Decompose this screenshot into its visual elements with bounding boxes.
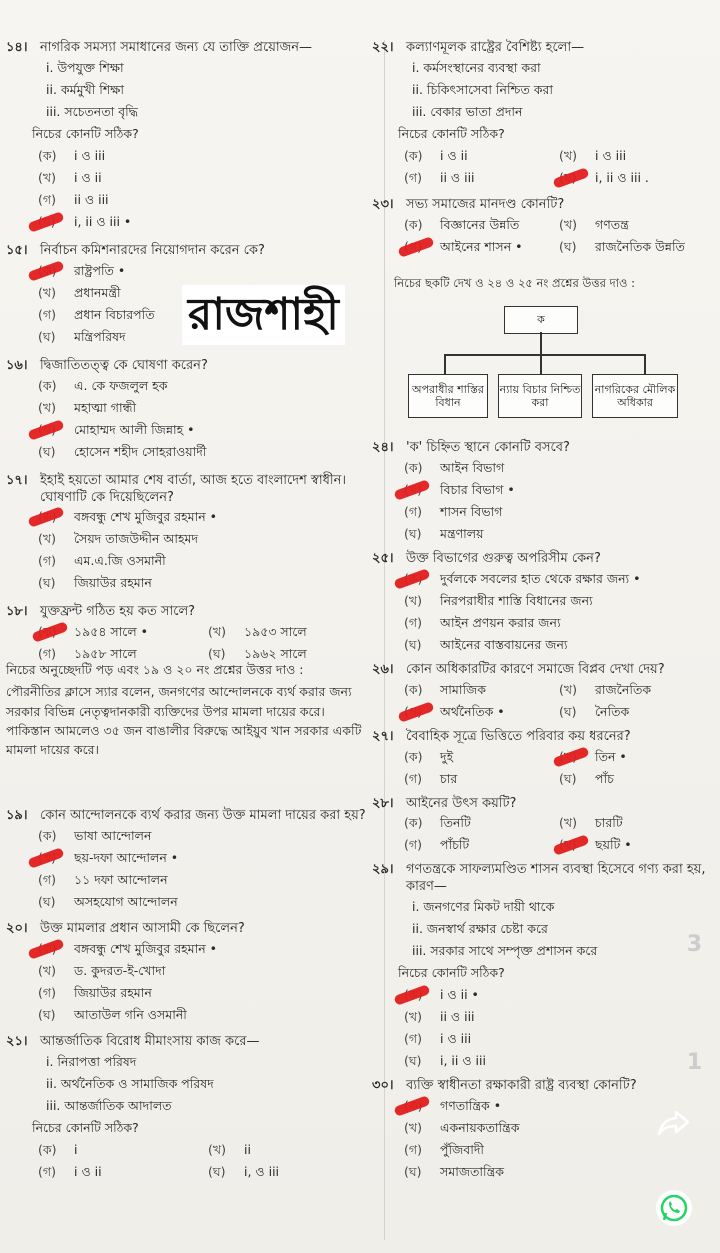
- question-title: [372, 551, 714, 568]
- overlay-number: 1: [686, 1050, 702, 1075]
- option-text: i ও iii: [74, 147, 106, 163]
- statement-item: i. নিরাপত্তা পরিষদ: [46, 1053, 137, 1069]
- whatsapp-icon[interactable]: [656, 1190, 692, 1226]
- answer-option[interactable]: [38, 621, 208, 643]
- question-number: ২৮।: [372, 795, 394, 811]
- option-text: মহাত্মা গান্ধী: [74, 399, 137, 415]
- answer-option[interactable]: [208, 1161, 378, 1183]
- option-text: i, ii ও iii .: [595, 169, 649, 185]
- answer-option[interactable]: [6, 145, 378, 167]
- question-title: [372, 197, 714, 214]
- question: [372, 440, 714, 545]
- option-text: ভাষা আন্দোলন: [74, 827, 152, 843]
- option-label: (ক): [404, 748, 423, 764]
- question-number: ১৬।: [6, 357, 28, 373]
- passage-text: পৌরনীতির ক্লাসে স্যার বলেন, জনগণের আন্দোলনকে ব্যর্থ করার জন্য সরকার বিভিন্ন নেতৃত্বদানকারী ব্যক্তিদের উপর মামলা দায়ের করে। পাকিস্তান আমলেও ৩৫ জন বাঙালীর বিরুদ্ধে আইয়ুব খান সরকার একটি মামলা দায়ের করে।: [6, 684, 362, 758]
- statement-item: ii. কর্মমুখী শিক্ষা: [46, 81, 125, 97]
- option-text: মন্ত্রণালয়: [440, 525, 484, 541]
- option-label: (খ): [38, 962, 56, 978]
- option-text: ii: [244, 1141, 251, 1157]
- options-grid: [372, 145, 714, 189]
- answer-option[interactable]: [6, 960, 378, 982]
- question-text: কোন অধিকারটির কারণে সমাজে বিপ্লব দেখা দেয়?: [406, 661, 665, 677]
- option-text: ii ও iii: [440, 1009, 475, 1025]
- answer-option[interactable]: [404, 145, 559, 167]
- options-grid: [6, 1139, 378, 1183]
- option-label: (খ): [38, 284, 56, 300]
- question-title: [372, 440, 714, 457]
- option-text: পুঁজিবাদী: [440, 1142, 484, 1158]
- answer-option[interactable]: [38, 1161, 208, 1183]
- answer-option[interactable]: [372, 479, 714, 501]
- statement-item: ii. চিকিৎসাসেবা নিশ্চিত করা: [412, 81, 554, 97]
- option-text: একনায়কতান্ত্রিক: [440, 1120, 520, 1136]
- flowchart-connector: [540, 332, 542, 354]
- answer-option[interactable]: [372, 1139, 714, 1161]
- question: [372, 729, 714, 790]
- option-text: i, ii ও iii: [440, 1053, 486, 1069]
- option-text: i ও iii: [440, 1031, 472, 1047]
- option-text: দুই: [440, 748, 454, 764]
- option-text: মোহাম্মদ আলী জিন্নাহ •: [74, 421, 195, 437]
- option-label: (ক): [404, 681, 423, 697]
- option-label: (খ): [559, 216, 577, 232]
- question-number: ২৫।: [372, 550, 394, 566]
- option-text: অর্থনৈতিক •: [440, 703, 505, 719]
- question-title: [6, 243, 378, 260]
- flowchart-lead: নিচের ছকটি দেখ ও ২৪ ও ২৫ নং প্রশ্নের উত্তর দাও :: [394, 276, 635, 290]
- answer-option[interactable]: [372, 984, 714, 1006]
- answer-option[interactable]: [404, 701, 559, 723]
- option-label: (খ): [404, 1120, 422, 1136]
- option-text: ড. কুদরত-ই-খোদা: [74, 962, 166, 978]
- option-label: (ক): [404, 815, 423, 831]
- option-text: আইন প্রণয়ন করার জন্য: [440, 614, 561, 630]
- watermark-text: রাজশাহী: [182, 285, 345, 345]
- question-number: ৩০।: [372, 1078, 394, 1094]
- answer-option[interactable]: [6, 825, 378, 847]
- answer-option[interactable]: [404, 746, 559, 768]
- option-text: i, ii ও iii •: [74, 213, 132, 229]
- answer-option[interactable]: [6, 419, 378, 441]
- option-text: প্রধান বিচারপতি: [74, 306, 155, 322]
- question-number: ১৭।: [6, 472, 28, 488]
- option-label: (ক): [38, 147, 57, 163]
- question-title: [6, 1034, 378, 1051]
- option-text: জিয়াউর রহমান: [74, 984, 152, 1000]
- option-text: ছয়-দফা আন্দোলন •: [74, 849, 179, 865]
- question: [372, 796, 714, 857]
- question-number: ২২।: [372, 40, 394, 55]
- answer-option[interactable]: [208, 1139, 378, 1161]
- question-text: বৈবাহিক সূত্রে ভিত্তিতে পরিবার কয় ধরনের?: [406, 728, 631, 744]
- question-title: [372, 662, 714, 679]
- option-text: আইনের বাস্তবায়নের জন্য: [440, 636, 568, 652]
- question: [6, 1034, 378, 1183]
- option-text: i: [74, 1141, 78, 1157]
- question-title: [372, 40, 714, 57]
- answer-option[interactable]: [6, 441, 378, 463]
- question-text: যুক্তফ্রন্ট গঠিত হয় কত সালে?: [40, 604, 196, 620]
- answer-option[interactable]: [6, 1004, 378, 1026]
- question-title: [372, 862, 714, 896]
- left-questions-lower: [6, 808, 378, 1191]
- option-text: অসহযোগ আন্দোলন: [74, 893, 178, 909]
- option-label: (ঘ): [559, 238, 577, 254]
- flowchart-top-box: ক: [504, 306, 578, 334]
- question-lead: নিচের কোনটি সঠিক?: [32, 125, 139, 141]
- question: [6, 358, 378, 463]
- question-text: আইনের উৎস কয়টি?: [406, 795, 517, 811]
- option-label: (ক): [404, 147, 423, 163]
- option-text: ১৯৫৮ সালে: [74, 646, 137, 662]
- question-number: ২০।: [6, 920, 28, 936]
- option-label: (খ): [404, 1009, 422, 1025]
- options-grid: [372, 746, 714, 790]
- options-grid: [372, 214, 714, 258]
- option-label: (খ): [38, 169, 56, 185]
- question: [6, 921, 378, 1026]
- flowchart: [408, 302, 680, 430]
- question-text: নির্বাচন কমিশনারদের নিয়োগদান করেন কে?: [40, 242, 265, 258]
- flowchart-box-1: অপরাধীর শাস্তির বিধান: [408, 374, 488, 418]
- option-text: সমাজতান্ত্রিক: [440, 1164, 505, 1180]
- option-text: আতাউল গনি ওসমানী: [74, 1006, 187, 1022]
- answer-option[interactable]: [6, 550, 378, 572]
- statement-item: i. জনগণের মিকট দায়ী থাকে: [412, 899, 555, 915]
- question-text: 'ক' চিহ্নিত স্থানে কোনটি বসবে?: [406, 440, 570, 455]
- question-text: ব্যক্তি স্বাধীনতা রক্ষাকারী রাষ্ট্র ব্যবস্থা কোনটি?: [406, 1078, 637, 1094]
- option-label: (ঘ): [404, 525, 422, 541]
- option-text: i ও ii •: [440, 987, 479, 1003]
- option-label: (ক): [38, 377, 57, 393]
- option-label: (খ): [559, 147, 577, 163]
- answer-option[interactable]: [6, 397, 378, 419]
- question-lead: নিচের কোনটি সঠিক?: [32, 1119, 139, 1135]
- answer-option[interactable]: [372, 634, 714, 656]
- answer-option[interactable]: [559, 701, 714, 723]
- question-number: ২৬।: [372, 661, 394, 677]
- answer-option[interactable]: [38, 1139, 208, 1161]
- option-label: (গ): [404, 169, 422, 185]
- option-text: ছয়টি •: [595, 837, 632, 853]
- option-text: i ও ii: [440, 147, 468, 163]
- option-text: রাষ্ট্রপতি •: [74, 262, 126, 278]
- option-text: এ. কে ফজলুল হক: [74, 377, 168, 393]
- answer-option[interactable]: [559, 679, 714, 701]
- statement-item: ii. অর্থনৈতিক ও সামাজিক পরিষদ: [46, 1075, 214, 1091]
- question: [372, 662, 714, 723]
- answer-option[interactable]: [208, 621, 378, 643]
- right-questions-lower: [372, 440, 714, 1189]
- option-label: (ঘ): [38, 328, 56, 344]
- answer-option[interactable]: [6, 375, 378, 397]
- option-text: শাসন বিভাগ: [440, 503, 503, 519]
- option-label: (গ): [404, 837, 422, 853]
- option-label: (ঘ): [559, 770, 577, 786]
- statement-item: iii. সচেতনতা বৃদ্ধি: [46, 103, 138, 119]
- option-text: বিচার বিভাগ •: [440, 481, 515, 497]
- option-label: (খ): [208, 1141, 226, 1157]
- statement-item: i. উপযুক্ত শিক্ষা: [46, 59, 124, 75]
- option-text: পাঁচটি: [440, 837, 470, 853]
- option-label: (গ): [38, 646, 56, 662]
- option-label: (ঘ): [38, 893, 56, 909]
- question-number: ১৯।: [6, 808, 28, 823]
- answer-option[interactable]: [6, 167, 378, 189]
- option-label: (গ): [38, 191, 56, 207]
- answer-option[interactable]: [6, 506, 378, 528]
- option-text: রাজনৈতিক: [595, 681, 652, 697]
- option-text: সামাজিক: [440, 681, 486, 697]
- question-text: সভ্য সমাজের মানদণ্ড কোনটি?: [406, 196, 565, 212]
- answer-option[interactable]: [372, 590, 714, 612]
- option-label: (ক): [38, 827, 57, 843]
- question-title: [6, 473, 378, 507]
- option-label: (খ): [38, 399, 56, 415]
- answer-option[interactable]: [6, 260, 378, 282]
- option-text: হোসেন শহীদ সোহরাওয়ার্দী: [74, 443, 207, 459]
- option-label: (ঘ): [404, 636, 422, 652]
- option-text: মন্ত্রিপরিষদ: [74, 328, 126, 344]
- option-text: বঙ্গবন্ধু শেখ মুজিবুর রহমান •: [74, 940, 218, 956]
- option-text: গণতন্ত্র: [595, 216, 629, 232]
- option-text: চার: [440, 770, 458, 786]
- option-label: (ক): [38, 1141, 57, 1157]
- answer-option[interactable]: [404, 812, 559, 834]
- statement-item: iii. বেকার ভাতা প্রদান: [412, 103, 523, 119]
- question-text: কোন আন্দোলনকে ব্যর্থ করার জন্য উক্ত মামলা দায়ের করা হয়?: [40, 808, 366, 823]
- question-text: উক্ত বিভাগের গুরুত্ব অপরিসীম কেন?: [406, 550, 601, 566]
- option-text: ১৯৫৩ সালে: [244, 624, 307, 640]
- option-text: বিজ্ঞানের উন্নতি: [440, 216, 520, 232]
- question-number: ২৯।: [372, 862, 394, 878]
- answer-option[interactable]: [559, 214, 714, 236]
- option-label: (খ): [404, 592, 422, 608]
- option-label: (গ): [404, 1031, 422, 1047]
- option-label: (ঘ): [559, 703, 577, 719]
- statement-item: i. কর্মসংস্থানের ব্যবস্থা করা: [412, 59, 541, 75]
- question-title: [6, 40, 378, 57]
- option-text: নৈতিক: [595, 703, 630, 719]
- option-label: (ক): [404, 459, 423, 475]
- option-text: চারটি: [595, 815, 623, 831]
- question-title: [372, 729, 714, 746]
- option-text: নিরপরাধীর শাস্তি বিধানের জন্য: [440, 592, 593, 608]
- option-label: (ঘ): [404, 1053, 422, 1069]
- answer-option[interactable]: [372, 501, 714, 523]
- question: [6, 604, 378, 665]
- option-label: (গ): [38, 871, 56, 887]
- answer-option[interactable]: [559, 812, 714, 834]
- question-text: গণতন্ত্রকে সাফল্যমণ্ডিত শাসন ব্যবস্থা হিসেবে গণ্য করা হয়, কারণ—: [406, 862, 706, 895]
- option-label: (ঘ): [404, 1164, 422, 1180]
- question-text: কল্যাণমূলক রাষ্ট্রের বৈশিষ্ট্য হলো—: [406, 40, 585, 55]
- answer-option[interactable]: [6, 982, 378, 1004]
- answer-option[interactable]: [6, 938, 378, 960]
- option-text: আইন বিভাগ: [440, 459, 505, 475]
- answer-option[interactable]: [6, 891, 378, 913]
- option-label: (খ): [208, 624, 226, 640]
- option-text: ১৯৫৪ সালে •: [74, 624, 148, 640]
- option-label: (ঘ): [38, 1006, 56, 1022]
- flowchart-box-2: ন্যায় বিচার নিশ্চিত করা: [498, 374, 582, 418]
- option-label: (গ): [404, 503, 422, 519]
- answer-option[interactable]: [404, 214, 559, 236]
- statement-item: ii. জনস্বার্থ রক্ষার চেষ্টা করে: [412, 921, 548, 937]
- question-title: [6, 808, 378, 825]
- option-label: (গ): [404, 614, 422, 630]
- option-label: (গ): [38, 306, 56, 322]
- option-text: ১৯৬২ সালে: [244, 646, 307, 662]
- answer-option[interactable]: [404, 167, 559, 189]
- option-text: সৈয়দ তাজউদ্দীন আহমদ: [74, 531, 199, 547]
- question-title: [6, 604, 378, 621]
- option-label: (ঘ): [38, 443, 56, 459]
- option-text: তিনটি: [440, 815, 471, 831]
- option-text: ১১ দফা আন্দোলন: [74, 871, 168, 887]
- question: [6, 808, 378, 913]
- option-text: গণতান্ত্রিক •: [440, 1098, 502, 1114]
- question-text: নাগরিক সমস্যা সমাধানের জন্য যে তাক্তি প্রয়োজন—: [40, 40, 313, 55]
- left-questions-upper: [6, 40, 378, 675]
- answer-option[interactable]: [372, 568, 714, 590]
- option-label: (ঘ): [38, 575, 56, 591]
- option-text: জিয়াউর রহমান: [74, 575, 152, 591]
- option-label: (খ): [559, 815, 577, 831]
- answer-option[interactable]: [372, 1161, 714, 1183]
- option-text: তিন •: [595, 748, 627, 764]
- answer-option[interactable]: [559, 746, 714, 768]
- answer-option[interactable]: [559, 145, 714, 167]
- answer-option[interactable]: [404, 236, 559, 258]
- question-title: [372, 1078, 714, 1095]
- answer-option[interactable]: [6, 528, 378, 550]
- question: [372, 551, 714, 656]
- question-number: ২৩।: [372, 196, 394, 212]
- question-number: ২৭।: [372, 728, 394, 744]
- question: [372, 40, 714, 189]
- answer-option[interactable]: [372, 1006, 714, 1028]
- option-label: (গ): [404, 1142, 422, 1158]
- option-text: প্রধানমন্ত্রী: [74, 284, 121, 300]
- answer-option[interactable]: [372, 457, 714, 479]
- question-number: ১৪।: [6, 40, 28, 55]
- question-number: ১৫।: [6, 242, 28, 258]
- passage-stem: [6, 662, 366, 760]
- option-text: এম.এ.জি ওসমানী: [74, 553, 166, 569]
- options-grid: [6, 621, 378, 665]
- question-text: আন্তর্জাতিক বিরোধ মীমাংসায় কাজ করে—: [40, 1033, 260, 1049]
- option-label: (গ): [38, 984, 56, 1000]
- option-text: পাঁচ: [595, 770, 614, 786]
- question-text: দ্বিজাতিতত্ত্ব কে ঘোষণা করেন?: [40, 357, 208, 373]
- option-text: i, ও iii: [244, 1163, 280, 1179]
- answer-option[interactable]: [372, 1050, 714, 1072]
- question-number: ২৪।: [372, 440, 394, 455]
- answer-option[interactable]: [372, 523, 714, 545]
- option-label: (গ): [404, 770, 422, 786]
- flowchart-connector: [444, 354, 644, 356]
- answer-option[interactable]: [404, 768, 559, 790]
- answer-option[interactable]: [559, 167, 714, 189]
- option-label: (গ): [38, 1163, 56, 1179]
- option-label: (গ): [38, 553, 56, 569]
- right-questions-upper: [372, 40, 714, 266]
- answer-option[interactable]: [6, 189, 378, 211]
- question: [6, 473, 378, 595]
- passage-lead: নিচের অনুচ্ছেদটি পড় এবং ১৯ ও ২০ নং প্রশ্নের উত্তর দাও :: [6, 662, 304, 677]
- answer-option[interactable]: [404, 834, 559, 856]
- option-label: (ঘ): [208, 646, 226, 662]
- question-number: ২১।: [6, 1033, 28, 1049]
- answer-option[interactable]: [372, 612, 714, 634]
- option-text: বঙ্গবন্ধু শেখ মুজিবুর রহমান •: [74, 509, 218, 525]
- option-label: (খ): [38, 531, 56, 547]
- overlay-number: 3: [686, 932, 702, 957]
- option-label: (ঘ): [208, 1163, 226, 1179]
- options-grid: [372, 679, 714, 723]
- answer-option[interactable]: [559, 236, 714, 258]
- question-lead: নিচের কোনটি সঠিক?: [398, 125, 505, 141]
- option-text: ii ও iii: [74, 191, 109, 207]
- flowchart-connector: [540, 354, 542, 374]
- option-text: i ও ii: [74, 1163, 102, 1179]
- question-title: [6, 921, 378, 938]
- option-text: আইনের শাসন •: [440, 238, 523, 254]
- flowchart-connector: [644, 354, 646, 374]
- option-text: রাজনৈতিক উন্নতি: [595, 238, 685, 254]
- answer-option[interactable]: [559, 834, 714, 856]
- flowchart-box-3: নাগরিকের মৌলিক অধিকার: [592, 374, 678, 418]
- question-number: ১৮।: [6, 604, 28, 620]
- option-text: ii ও iii: [440, 169, 475, 185]
- question: [372, 862, 714, 1072]
- answer-option[interactable]: [559, 768, 714, 790]
- question-lead: নিচের কোনটি সঠিক?: [398, 965, 505, 981]
- options-grid: [372, 812, 714, 856]
- answer-option[interactable]: [372, 1028, 714, 1050]
- answer-option[interactable]: [6, 847, 378, 869]
- statement-item: iii. সরকার সাথে সম্পৃক্ত প্রশাসন করে: [412, 943, 598, 959]
- answer-option[interactable]: [404, 679, 559, 701]
- question: [372, 197, 714, 258]
- option-label: (ক): [404, 216, 423, 232]
- option-text: i ও ii: [74, 169, 102, 185]
- option-text: দুর্বলকে সবলের হাত থেকে রক্ষার জন্য •: [440, 570, 641, 586]
- flowchart-connector: [444, 354, 446, 374]
- answer-option[interactable]: [6, 572, 378, 594]
- question-title: [372, 796, 714, 813]
- statement-item: iii. আন্তর্জাতিক আদালত: [46, 1097, 172, 1113]
- option-text: i ও iii: [595, 147, 627, 163]
- question: [6, 40, 378, 233]
- answer-option[interactable]: [6, 211, 378, 233]
- answer-option[interactable]: [6, 869, 378, 891]
- option-label: (খ): [559, 681, 577, 697]
- share-icon[interactable]: [656, 1108, 692, 1138]
- question-title: [6, 358, 378, 375]
- question-text: উক্ত মামলার প্রধান আসামী কে ছিলেন?: [40, 920, 245, 936]
- question-text: ইহাই হয়তো আমার শেষ বার্তা, আজ হতে বাংলাদেশ স্বাধীন। ঘোষণাটি কে দিয়েছিলেন?: [40, 472, 347, 505]
